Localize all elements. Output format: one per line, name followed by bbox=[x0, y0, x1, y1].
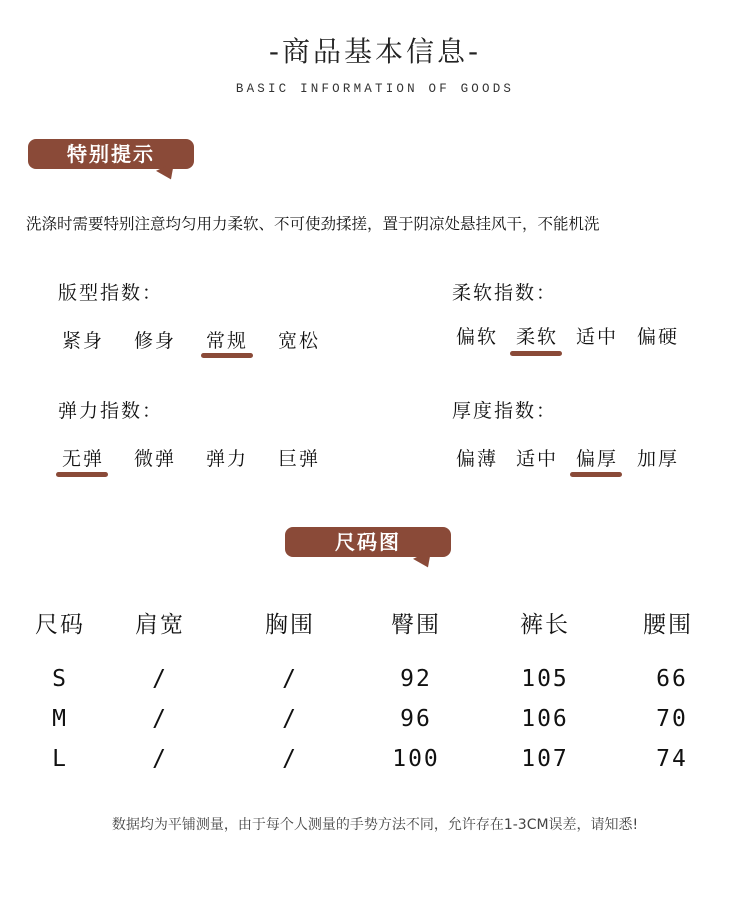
elasticity-option: 弹力 bbox=[205, 448, 248, 470]
table-cell: / bbox=[282, 706, 298, 732]
softness-option: 偏硬 bbox=[636, 326, 679, 348]
table-cell: 107 bbox=[521, 746, 569, 772]
fit-option-selected: 常规 bbox=[205, 330, 248, 352]
table-header-length: 裤长 bbox=[520, 612, 570, 638]
special-tip-text: 洗涤时需要特别注意均匀用力柔软、不可使劲揉搓，置于阴凉处悬挂风干，不能机洗 bbox=[26, 215, 600, 233]
table-cell: 105 bbox=[521, 666, 569, 692]
table-cell: / bbox=[152, 666, 168, 692]
table-cell: S bbox=[52, 666, 68, 692]
page-title: -商品基本信息- bbox=[268, 35, 482, 68]
fit-option: 修身 bbox=[133, 330, 176, 352]
table-cell: / bbox=[282, 746, 298, 772]
table-header-waist: 腰围 bbox=[643, 612, 693, 638]
table-cell: 96 bbox=[400, 706, 432, 732]
table-cell: M bbox=[52, 706, 68, 732]
thickness-index-label: 厚度指数： bbox=[452, 400, 558, 422]
softness-option-selected: 柔软 bbox=[515, 326, 558, 348]
elasticity-option: 巨弹 bbox=[277, 448, 320, 470]
fit-index-label: 版型指数： bbox=[58, 282, 164, 304]
table-header-chest: 胸围 bbox=[265, 612, 315, 638]
table-header-shoulder: 肩宽 bbox=[135, 612, 185, 638]
thickness-option: 加厚 bbox=[636, 448, 679, 470]
table-cell: / bbox=[282, 666, 298, 692]
softness-index-label: 柔软指数： bbox=[452, 282, 558, 304]
table-cell: 106 bbox=[521, 706, 569, 732]
thickness-selected-underline bbox=[570, 472, 622, 477]
table-cell: L bbox=[52, 746, 68, 772]
softness-option: 偏软 bbox=[455, 326, 498, 348]
softness-selected-underline bbox=[510, 351, 562, 356]
elasticity-option-selected: 无弹 bbox=[61, 448, 104, 470]
table-cell: 92 bbox=[400, 666, 432, 692]
fit-selected-underline bbox=[201, 353, 253, 358]
table-header-hip: 臀围 bbox=[391, 612, 441, 638]
table-cell: 74 bbox=[656, 746, 688, 772]
table-cell: 70 bbox=[656, 706, 688, 732]
elasticity-selected-underline bbox=[56, 472, 108, 477]
fit-option: 宽松 bbox=[277, 330, 320, 352]
thickness-option-selected: 偏厚 bbox=[575, 448, 618, 470]
elasticity-index-label: 弹力指数： bbox=[58, 400, 164, 422]
size-chart-label: 尺码图 bbox=[335, 530, 401, 554]
table-cell: / bbox=[152, 746, 168, 772]
thickness-option: 适中 bbox=[515, 448, 558, 470]
table-cell: 100 bbox=[392, 746, 440, 772]
table-cell: / bbox=[152, 706, 168, 732]
table-cell: 66 bbox=[656, 666, 688, 692]
softness-option: 适中 bbox=[575, 326, 618, 348]
measurement-footnote: 数据均为平铺测量，由于每个人测量的手势方法不同，允许存在1-3CM误差，请知悉! bbox=[111, 817, 639, 833]
page-subtitle: BASIC INFORMATION OF GOODS bbox=[235, 82, 515, 96]
fit-option: 紧身 bbox=[61, 330, 104, 352]
special-tip-label: 特别提示 bbox=[67, 142, 155, 166]
table-header-size: 尺码 bbox=[35, 612, 85, 638]
thickness-option: 偏薄 bbox=[455, 448, 498, 470]
elasticity-option: 微弹 bbox=[133, 448, 176, 470]
